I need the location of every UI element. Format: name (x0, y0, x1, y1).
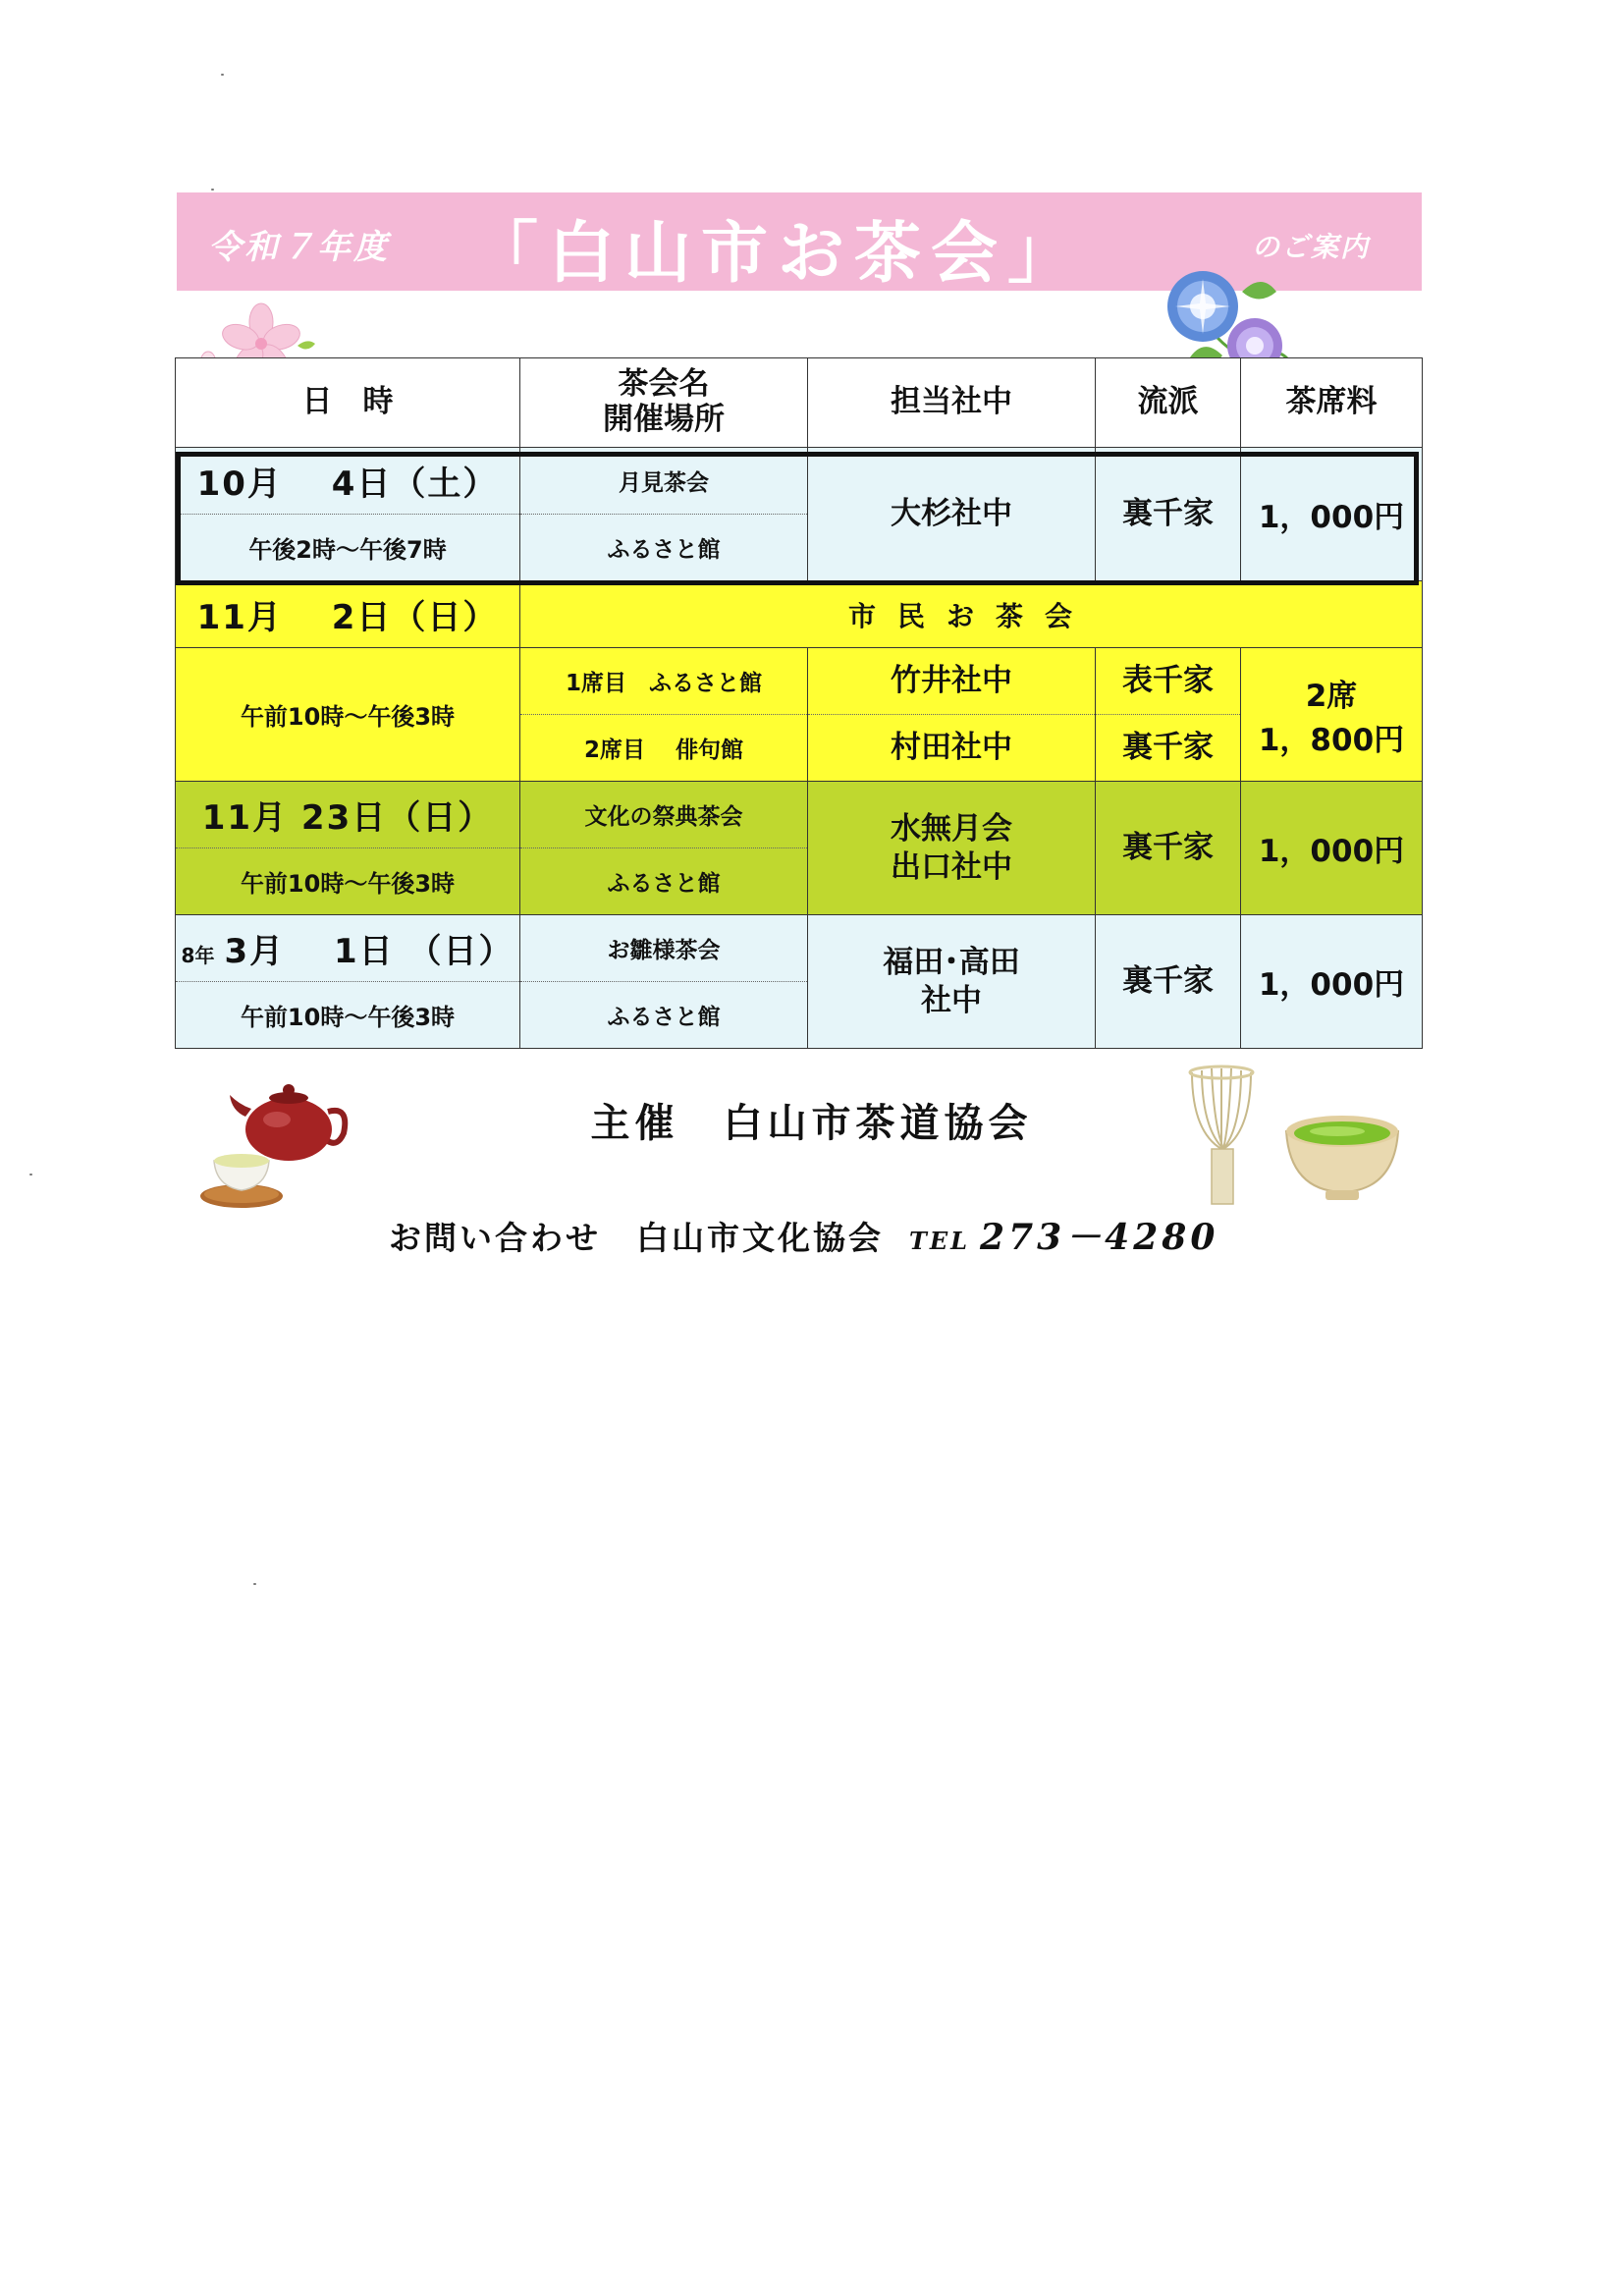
event-fee: 1，000円 (1241, 782, 1423, 915)
table-row (176, 782, 1423, 848)
contact-line (389, 1210, 1218, 1260)
tel-label: TEL (909, 1227, 971, 1255)
scan-speck (253, 1583, 256, 1585)
event-name: 市民お茶会 (520, 581, 1423, 648)
seat2-venue: 2席目 俳句館 (520, 715, 808, 782)
event-venue: ふるさと館 (520, 982, 808, 1049)
host-line-1: 福田･高田 (883, 944, 1020, 980)
banner-suffix: のご案内 (1252, 231, 1371, 263)
scan-speck (211, 189, 214, 191)
organizer-text: 主催 白山市茶道協会 (590, 1100, 1033, 1146)
event-time: 午後2時～午後7時 (176, 515, 520, 581)
table-row (176, 648, 1423, 715)
event-time: 午前10時～午後3時 (176, 848, 520, 915)
event-venue: ふるさと館 (520, 848, 808, 915)
event-date: 11月 2日（日） (176, 581, 520, 648)
event-year: 8年 (181, 944, 215, 967)
event-name: 文化の祭典茶会 (520, 782, 808, 848)
event-fee: 1，000円 (1241, 448, 1423, 581)
scan-speck (221, 74, 224, 76)
event-school: 裏千家 (1096, 782, 1241, 915)
seat1-venue: 1席目 ふるさと館 (520, 648, 808, 715)
event-date: 11月 23日（日） (176, 782, 520, 848)
event-venue: ふるさと館 (520, 515, 808, 581)
banner-prefix: 令和７年度 (208, 228, 390, 267)
header-host: 担当社中 (808, 358, 1096, 448)
contact-label: お問い合わせ 白山市文化協会 (389, 1219, 884, 1257)
event-school: 裏千家 (1096, 448, 1241, 581)
event-fee (1241, 648, 1423, 782)
event-time: 午前10時～午後3時 (176, 982, 520, 1049)
table-row (176, 915, 1423, 982)
event-name: 月見茶会 (520, 448, 808, 515)
seat2-school: 裏千家 (1096, 715, 1241, 782)
event-date-text: 3月 1日 （日） (224, 932, 514, 971)
fee-amount: 1，800円 (1258, 722, 1405, 758)
event-date (176, 915, 520, 982)
header-event-venue (520, 358, 808, 448)
teacup-icon (192, 1139, 291, 1218)
seat2-host: 村田社中 (808, 715, 1096, 782)
event-host (808, 915, 1096, 1049)
host-line-2: 社中 (921, 982, 982, 1018)
header-fee: 茶席料 (1241, 358, 1423, 448)
scan-speck (29, 1174, 32, 1175)
header-school: 流派 (1096, 358, 1241, 448)
seat1-host: 竹井社中 (808, 648, 1096, 715)
header-event: 茶会名 (618, 366, 710, 403)
host-line-1: 水無月会 (891, 810, 1012, 847)
matcha-bowl-icon (1278, 1102, 1406, 1210)
header-row (176, 358, 1423, 448)
event-time: 午前10時～午後3時 (176, 648, 520, 782)
event-date: 10月 4日（土） (176, 448, 520, 515)
schedule-table (175, 357, 1423, 1049)
header-venue: 開催場所 (603, 402, 725, 437)
seat1-school: 表千家 (1096, 648, 1241, 715)
event-host (808, 782, 1096, 915)
event-fee: 1，000円 (1241, 915, 1423, 1049)
table-row (176, 448, 1423, 515)
event-name: お雛様茶会 (520, 915, 808, 982)
event-host: 大杉社中 (808, 448, 1096, 581)
fee-seats: 2席 (1305, 678, 1358, 714)
phone-number: 273－4280 (980, 1217, 1219, 1258)
tea-whisk-icon (1178, 1063, 1267, 1210)
banner-title: 「白山市お茶会」 (471, 214, 1085, 293)
header-date: 日 時 (176, 358, 520, 448)
table-row (176, 581, 1423, 648)
event-school: 裏千家 (1096, 915, 1241, 1049)
host-line-2: 出口社中 (891, 848, 1012, 885)
